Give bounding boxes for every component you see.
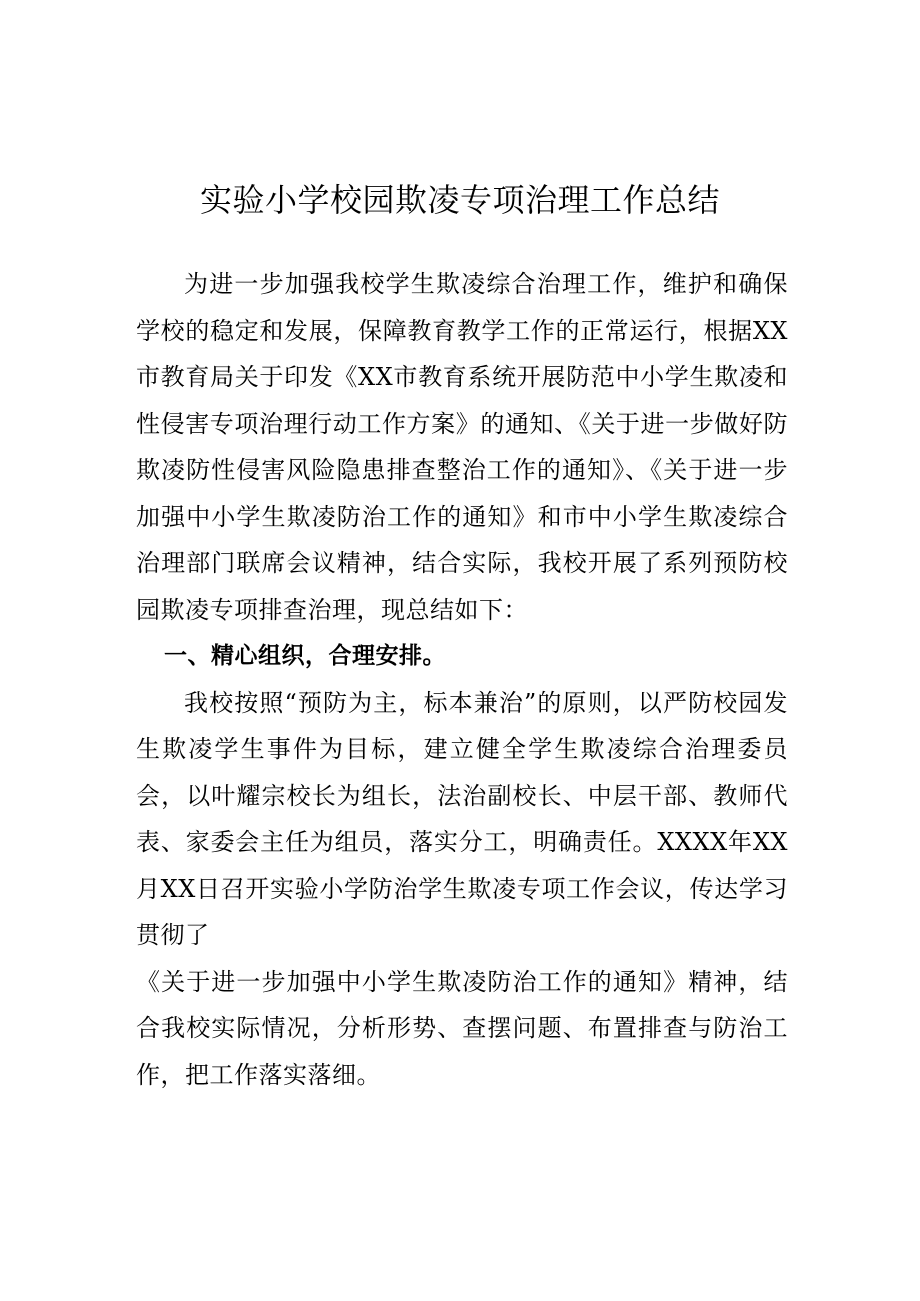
section-heading: 一、精心组织，合理安排。 xyxy=(164,643,446,669)
section-paragraph: 我校按照“预防为主，标本兼治”的原则，以严防校园发生欺凌学生事件为目标，建立健全学生欺凌综合治理委员会，以叶耀宗校长为组长，法治副校长、中层干部、教师代表、家委会主任为组员，落实分工，明确责任。XXXX年XX月XX日召开实验小学防治学生欺凌专项工作会议，传达学习贯彻了 xyxy=(136,688,788,949)
document-body xyxy=(136,261,788,1098)
continuation-paragraph: 《关于进一步加强中小学生欺凌防治工作的通知》精神，结合我校实际情况，分析形势、查摆问题、布置排查与防治工作，把工作落实落细。 xyxy=(136,967,788,1089)
document-title: 实验小学校园欺凌专项治理工作总结 xyxy=(199,181,720,219)
intro-paragraph: 为进一步加强我校学生欺凌综合治理工作，维护和确保学校的稳定和发展，保障教育教学工作的正常运行，根据XX市教育局关于印发《XX市教育系统开展防范中小学生欺凌和性侵害专项治理行动工作方案》的通知、《关于进一步做好防欺凌防性侵害风险隐患排查整治工作的通知》、《关于进一步加强中小学生欺凌防治工作的通知》和市中小学生欺凌综合治理部门联席会议精神，结合实际，我校开展了系列预防校园欺凌专项排查治理，现总结如下： xyxy=(136,270,788,624)
